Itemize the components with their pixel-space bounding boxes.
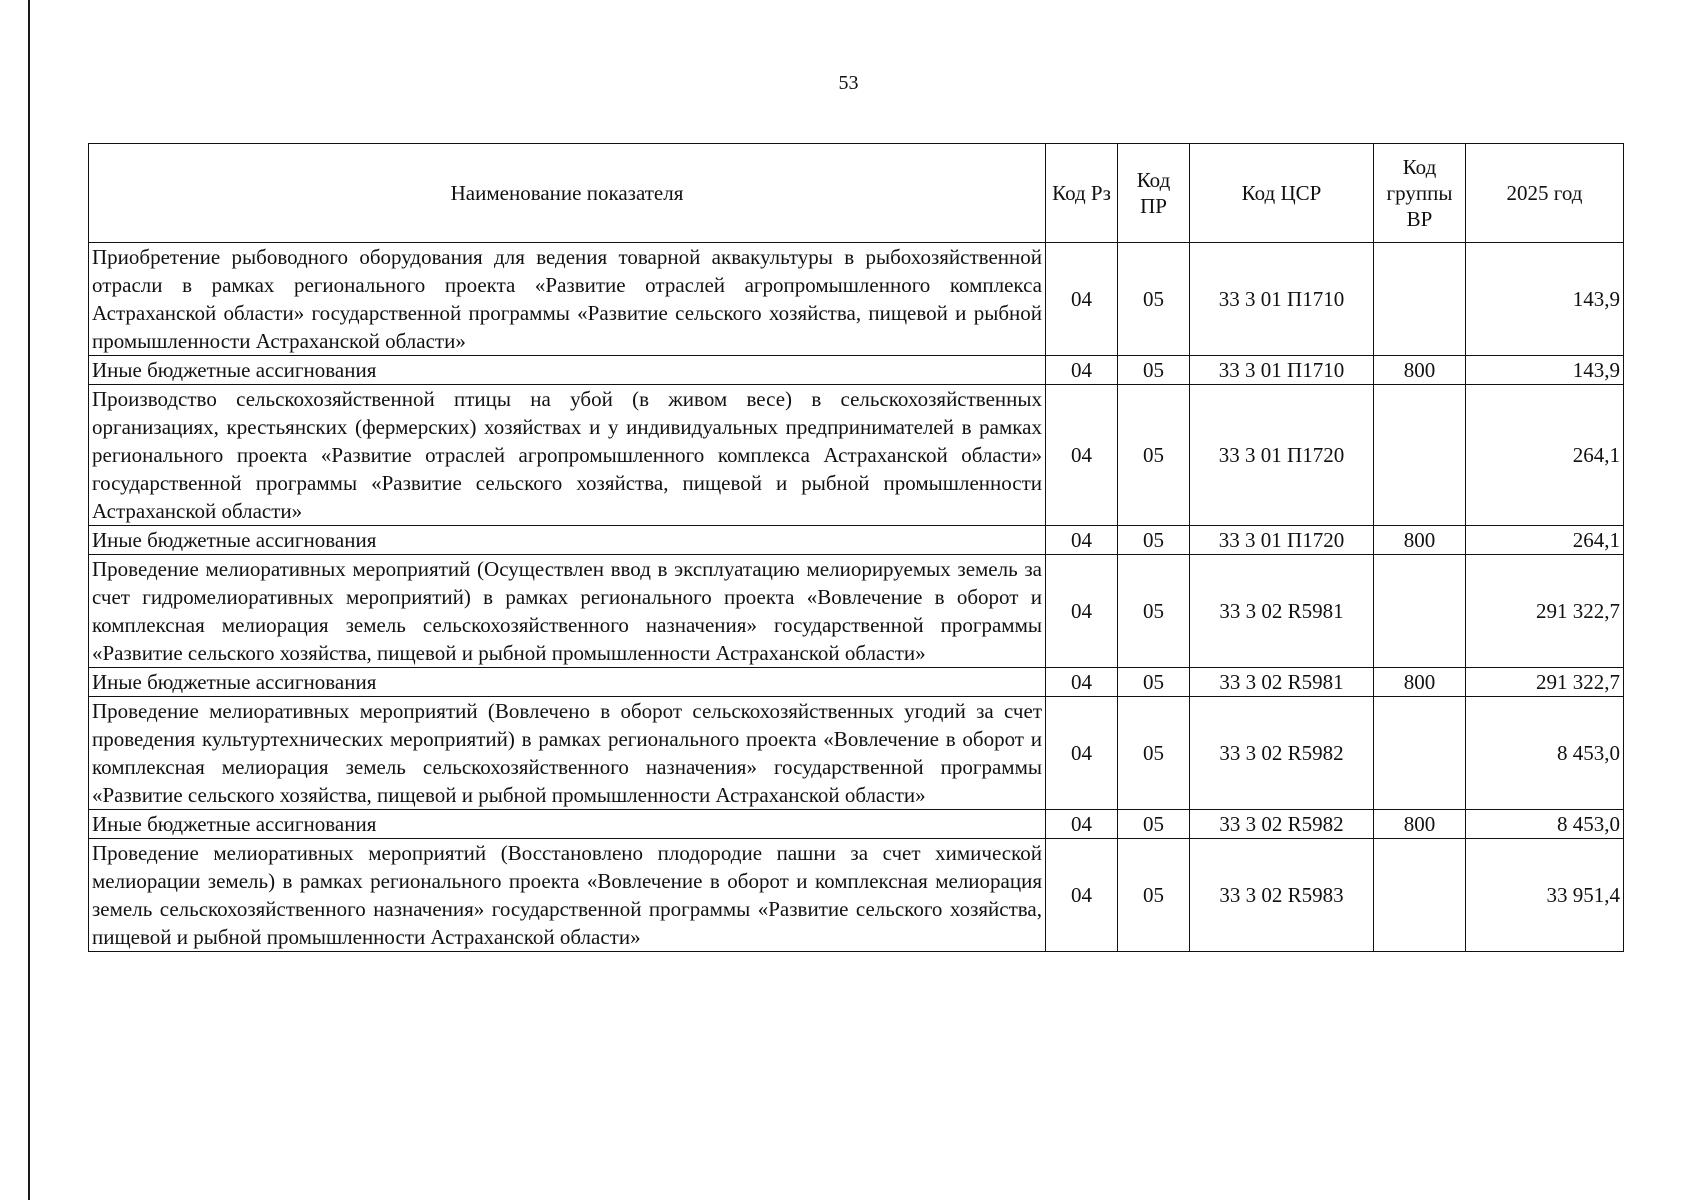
cell-csr: 33 3 01 П1710 — [1190, 356, 1374, 385]
cell-vr — [1374, 697, 1466, 810]
table-row — [89, 385, 1624, 526]
cell-pr: 05 — [1118, 385, 1190, 526]
cell-amount: 264,1 — [1466, 526, 1624, 555]
cell-pr: 05 — [1118, 555, 1190, 668]
cell-rz: 04 — [1046, 668, 1118, 697]
cell-name: Иные бюджетные ассигнования — [89, 356, 1046, 385]
cell-rz: 04 — [1046, 385, 1118, 526]
table-row — [89, 839, 1624, 952]
table-row — [89, 668, 1624, 697]
cell-name: Иные бюджетные ассигнования — [89, 526, 1046, 555]
header-row — [89, 144, 1624, 243]
cell-name: Приобретение рыбоводного оборудования для ведения товарной аквакультуры в рыбохозяйственной отрасли в рамках регионального проекта «Развитие отраслей агропромышленного комплекса Астраханской области» государственной программы «Развитие сельского хозяйства, пищевой и рыбной промышленности Астраханской области» — [89, 243, 1046, 356]
header-csr: Код ЦСР — [1190, 144, 1374, 243]
cell-vr: 800 — [1374, 668, 1466, 697]
cell-rz: 04 — [1046, 526, 1118, 555]
cell-rz: 04 — [1046, 555, 1118, 668]
scan-edge-line — [28, 0, 30, 1200]
header-name: Наименование показателя — [89, 144, 1046, 243]
cell-csr: 33 3 01 П1720 — [1190, 526, 1374, 555]
table-row — [89, 356, 1624, 385]
cell-pr: 05 — [1118, 668, 1190, 697]
cell-amount: 8 453,0 — [1466, 697, 1624, 810]
header-vr: Код группы ВР — [1374, 144, 1466, 243]
cell-rz: 04 — [1046, 839, 1118, 952]
cell-pr: 05 — [1118, 697, 1190, 810]
cell-pr: 05 — [1118, 243, 1190, 356]
cell-amount: 8 453,0 — [1466, 810, 1624, 839]
cell-pr: 05 — [1118, 356, 1190, 385]
cell-amount: 143,9 — [1466, 243, 1624, 356]
header-rz: Код Рз — [1046, 144, 1118, 243]
cell-amount: 291 322,7 — [1466, 555, 1624, 668]
cell-pr: 05 — [1118, 810, 1190, 839]
table-row — [89, 526, 1624, 555]
cell-rz: 04 — [1046, 243, 1118, 356]
header-pr: Код ПР — [1118, 144, 1190, 243]
cell-name: Производство сельскохозяйственной птицы на убой (в живом весе) в сельскохозяйственных организациях, крестьянских (фермерских) хозяйствах и у индивидуальных предпринимателей в рамках регионального проекта «Развитие отраслей агропромышленного комплекса Астраханской области» государственной программы «Развитие сельского хозяйства, пищевой и рыбной промышленности Астраханской области» — [89, 385, 1046, 526]
cell-csr: 33 3 02 R5981 — [1190, 555, 1374, 668]
cell-vr — [1374, 839, 1466, 952]
cell-amount: 143,9 — [1466, 356, 1624, 385]
cell-csr: 33 3 01 П1720 — [1190, 385, 1374, 526]
page-number: 53 — [838, 72, 859, 94]
cell-pr: 05 — [1118, 839, 1190, 952]
cell-amount: 33 951,4 — [1466, 839, 1624, 952]
cell-amount: 291 322,7 — [1466, 668, 1624, 697]
header-year: 2025 год — [1466, 144, 1624, 243]
table-row — [89, 697, 1624, 810]
cell-name: Иные бюджетные ассигнования — [89, 668, 1046, 697]
cell-csr: 33 3 01 П1710 — [1190, 243, 1374, 356]
cell-name: Проведение мелиоративных мероприятий (Осуществлен ввод в эксплуатацию мелиорируемых земель за счет гидромелиоративных мероприятий) в рамках регионального проекта «Вовлечение в оборот и комплексная мелиорация земель сельскохозяйственного назначения» государственной программы «Развитие сельского хозяйства, пищевой и рыбной промышленности Астраханской области» — [89, 555, 1046, 668]
cell-csr: 33 3 02 R5983 — [1190, 839, 1374, 952]
cell-name: Проведение мелиоративных мероприятий (Восстановлено плодородие пашни за счет химической мелиорации земель) в рамках регионального проекта «Вовлечение в оборот и комплексная мелиорация земель сельскохозяйственного назначения» государственной программы «Развитие сельского хозяйства, пищевой и рыбной промышленности Астраханской области» — [89, 839, 1046, 952]
cell-vr: 800 — [1374, 526, 1466, 555]
table-row — [89, 243, 1624, 356]
cell-pr: 05 — [1118, 526, 1190, 555]
cell-rz: 04 — [1046, 356, 1118, 385]
cell-vr — [1374, 243, 1466, 356]
cell-csr: 33 3 02 R5982 — [1190, 810, 1374, 839]
table-body — [89, 243, 1624, 952]
cell-amount: 264,1 — [1466, 385, 1624, 526]
table-row — [89, 810, 1624, 839]
cell-vr: 800 — [1374, 810, 1466, 839]
cell-vr: 800 — [1374, 356, 1466, 385]
cell-vr — [1374, 385, 1466, 526]
cell-name: Иные бюджетные ассигнования — [89, 810, 1046, 839]
cell-csr: 33 3 02 R5981 — [1190, 668, 1374, 697]
cell-vr — [1374, 555, 1466, 668]
cell-rz: 04 — [1046, 810, 1118, 839]
table-row — [89, 555, 1624, 668]
budget-table — [88, 143, 1624, 952]
table-header — [89, 144, 1624, 243]
cell-rz: 04 — [1046, 697, 1118, 810]
cell-csr: 33 3 02 R5982 — [1190, 697, 1374, 810]
cell-name: Проведение мелиоративных мероприятий (Вовлечено в оборот сельскохозяйственных угодий за счет проведения культуртехнических мероприятий) в рамках регионального проекта «Вовлечение в оборот и комплексная мелиорация земель сельскохозяйственного назначения» государственной программы «Развитие сельского хозяйства, пищевой и рыбной промышленности Астраханской области» — [89, 697, 1046, 810]
